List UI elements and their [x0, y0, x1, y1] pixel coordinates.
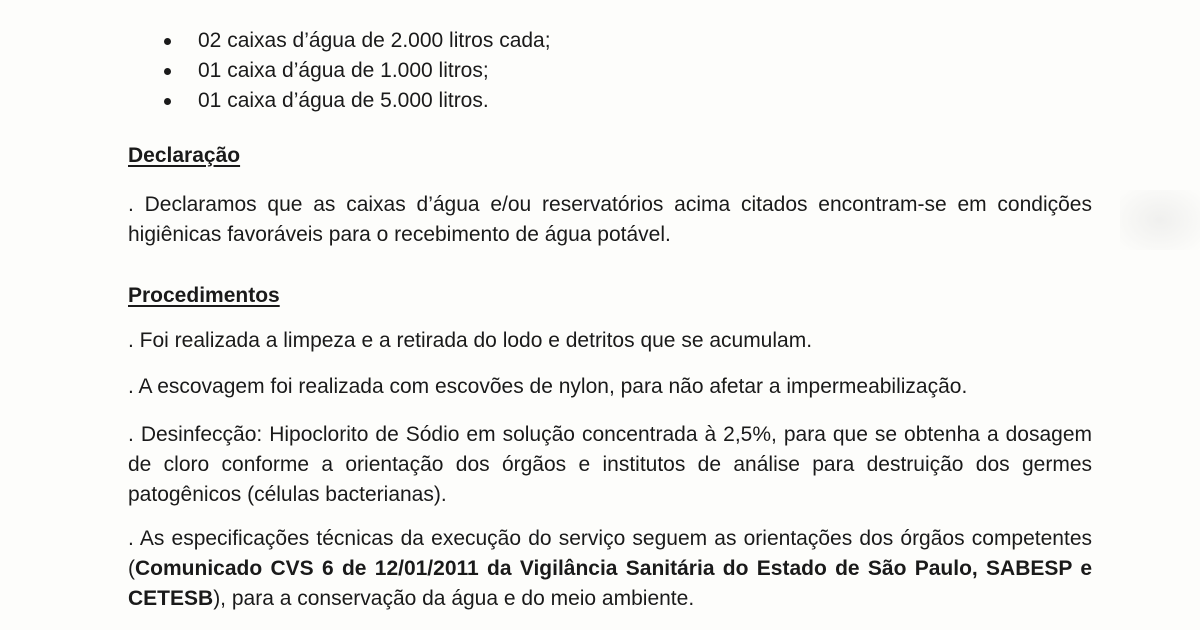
- declaracao-heading: Declaração: [128, 144, 241, 167]
- procedimentos-heading: Procedimentos: [128, 284, 280, 307]
- list-item: [160, 26, 551, 56]
- procedure-limpeza: . Foi realizada a limpeza e a retirada do lodo e detritos que se acumulam.: [128, 329, 813, 352]
- especificacoes-text-start: . As especificações técnicas da execução do serviço seguem as orientações dos órgãos competentes (: [128, 527, 1092, 580]
- list-item: [160, 56, 551, 86]
- list-item-text: 02 caixas d’água de 2.000 litros cada;: [198, 29, 551, 52]
- bullet-icon: [164, 98, 171, 105]
- water-tank-list: [160, 26, 551, 116]
- list-item: [160, 86, 551, 116]
- list-item-text: 01 caixa d’água de 1.000 litros;: [198, 59, 489, 82]
- declaracao-paragraph: . Declaramos que as caixas d’água e/ou reservatórios acima citados encontram-se em condições higiênicas favoráveis para o recebimento de água potável.: [128, 193, 1092, 246]
- bullet-icon: [164, 38, 171, 45]
- list-item-text: 01 caixa d’água de 5.000 litros.: [198, 89, 489, 112]
- especificacoes-regulation: Comunicado CVS 6 de 12/01/2011 da Vigilância Sanitária do Estado de São Paulo, SABESP e CETESB: [128, 557, 1092, 610]
- procedure-escovagem: . A escovagem foi realizada com escovões de nylon, para não afetar a impermeabilização.: [128, 375, 968, 398]
- procedure-desinfeccao: . Desinfecção: Hipoclorito de Sódio em solução concentrada à 2,5%, para que se obtenha a dosagem de cloro conforme a orientação dos órgãos e institutos de análise para destruição dos germes patogênicos (células bacterianas).: [128, 423, 1092, 506]
- scan-smudge: [1120, 190, 1200, 250]
- especificacoes-text-end: ), para a conservação da água e do meio ambiente.: [213, 587, 695, 610]
- bullet-icon: [164, 68, 171, 75]
- procedure-especificacoes: [128, 524, 1092, 614]
